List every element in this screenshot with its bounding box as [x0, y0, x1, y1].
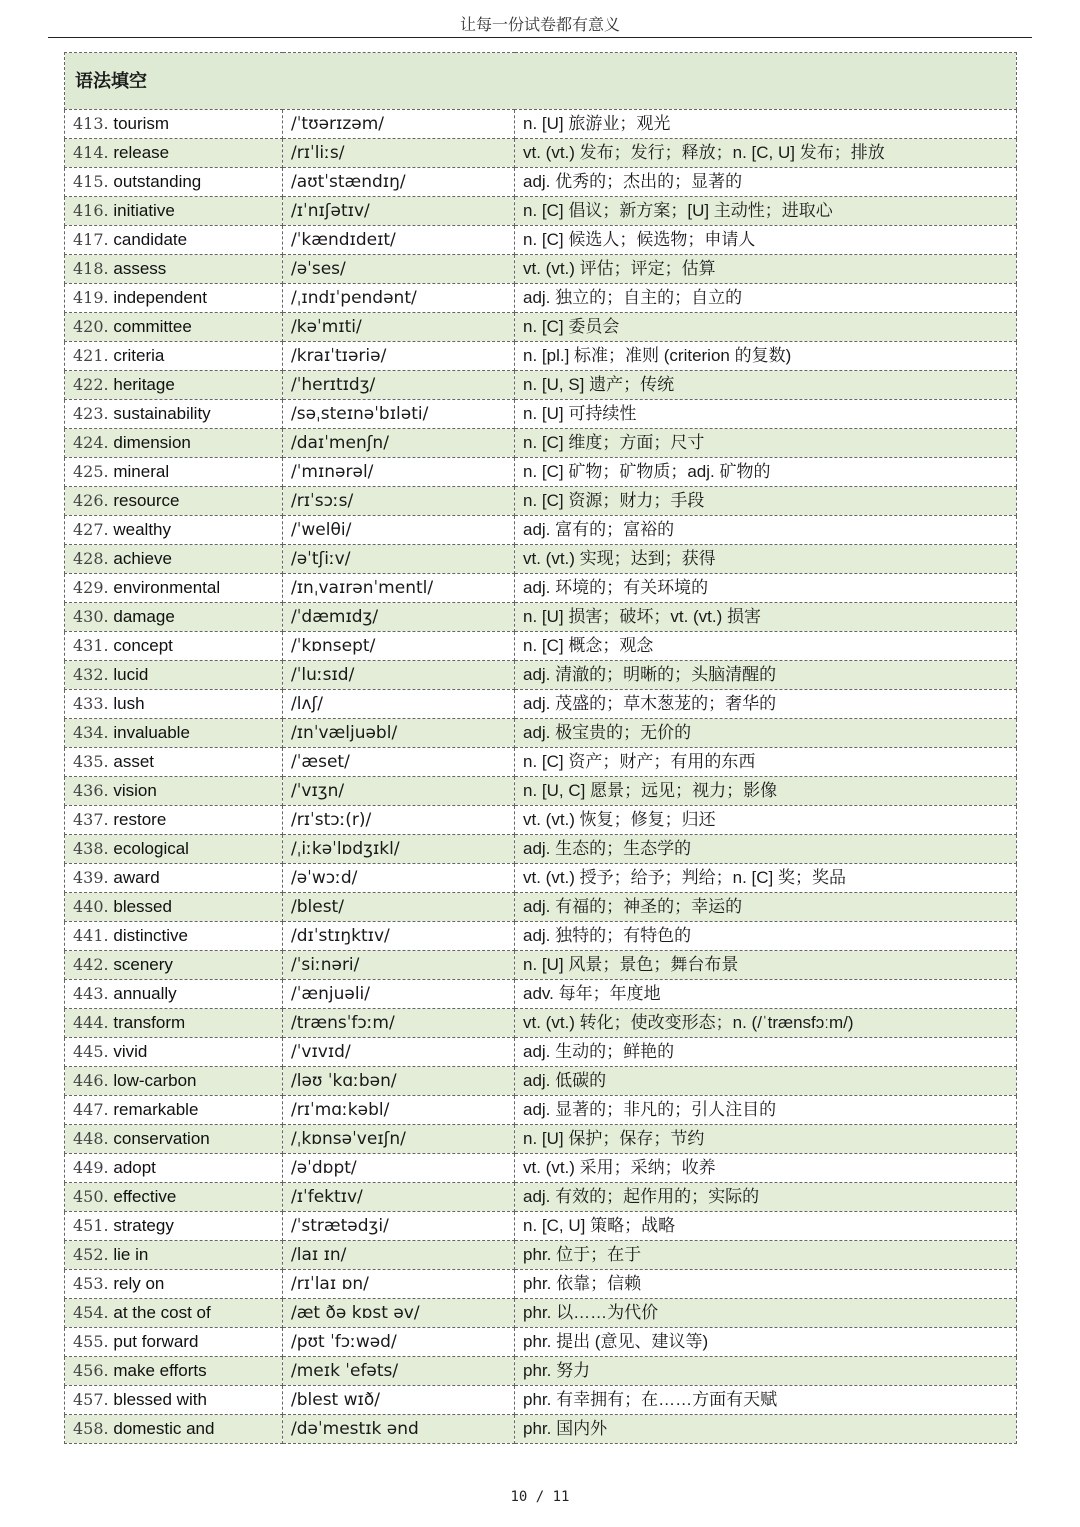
entry-number: 413. [73, 114, 109, 133]
entry-word: damage [113, 607, 175, 626]
word-cell [65, 487, 283, 516]
entry-number: 423. [73, 404, 109, 423]
table-row [65, 922, 1017, 951]
phonetic-cell: /rɪˈsɔːs/ [283, 487, 515, 516]
entry-number: 429. [73, 578, 109, 597]
phonetic-cell: /ˈæset/ [283, 748, 515, 777]
meaning-cell: n. [C] 倡议；新方案；[U] 主动性；进取心 [515, 197, 1017, 226]
phonetic-cell: /ˈmɪnərəl/ [283, 458, 515, 487]
phonetic-cell: /rɪˈlaɪ ɒn/ [283, 1270, 515, 1299]
table-row [65, 1299, 1017, 1328]
meaning-cell: n. [C, U] 策略；战略 [515, 1212, 1017, 1241]
meaning-cell: n. [U, C] 愿景；远见；视力；影像 [515, 777, 1017, 806]
table-row [65, 313, 1017, 342]
entry-number: 456. [73, 1361, 109, 1380]
table-row [65, 168, 1017, 197]
entry-word: outstanding [113, 172, 202, 191]
table-row [65, 1038, 1017, 1067]
entry-number: 426. [73, 491, 109, 510]
entry-number: 416. [73, 201, 109, 220]
table-row [65, 284, 1017, 313]
meaning-cell: adj. 显著的；非凡的；引人注目的 [515, 1096, 1017, 1125]
entry-word: make efforts [113, 1361, 207, 1380]
entry-number: 445. [73, 1042, 109, 1061]
entry-word: annually [113, 984, 177, 1003]
meaning-cell: adj. 富有的；富裕的 [515, 516, 1017, 545]
table-row [65, 1009, 1017, 1038]
entry-number: 449. [73, 1158, 109, 1177]
table-row [65, 603, 1017, 632]
entry-number: 419. [73, 288, 109, 307]
entry-word: release [113, 143, 170, 162]
table-row [65, 951, 1017, 980]
word-cell [65, 922, 283, 951]
entry-number: 438. [73, 839, 109, 858]
phonetic-cell: /ˈkɒnsept/ [283, 632, 515, 661]
meaning-cell: vt. (vt.) 实现；达到；获得 [515, 545, 1017, 574]
word-cell [65, 1183, 283, 1212]
meaning-cell: n. [U] 损害；破坏；vt. (vt.) 损害 [515, 603, 1017, 632]
entry-word: transform [113, 1013, 186, 1032]
table-row [65, 661, 1017, 690]
word-cell [65, 1270, 283, 1299]
meaning-cell: vt. (vt.) 授予；给予；判给；n. [C] 奖；奖品 [515, 864, 1017, 893]
phonetic-cell: /ˈwelθi/ [283, 516, 515, 545]
meaning-cell: adj. 有福的；神圣的；幸运的 [515, 893, 1017, 922]
entry-word: lush [113, 694, 145, 713]
entry-word: lucid [113, 665, 149, 684]
meaning-cell: vt. (vt.) 采用；采纳；收养 [515, 1154, 1017, 1183]
word-cell [65, 806, 283, 835]
table-row [65, 777, 1017, 806]
entry-number: 425. [73, 462, 109, 481]
word-cell [65, 1299, 283, 1328]
entry-number: 442. [73, 955, 109, 974]
meaning-cell: phr. 有幸拥有；在……方面有天赋 [515, 1386, 1017, 1415]
meaning-cell: phr. 以……为代价 [515, 1299, 1017, 1328]
table-row [65, 835, 1017, 864]
word-cell [65, 371, 283, 400]
entry-word: wealthy [113, 520, 171, 539]
meaning-cell: phr. 位于；在于 [515, 1241, 1017, 1270]
table-row [65, 1183, 1017, 1212]
meaning-cell: n. [C] 矿物；矿物质；adj. 矿物的 [515, 458, 1017, 487]
meaning-cell: adj. 有效的；起作用的；实际的 [515, 1183, 1017, 1212]
phonetic-cell: /ˈstrætədʒi/ [283, 1212, 515, 1241]
section-title: 语法填空 [65, 53, 1017, 110]
table-row [65, 255, 1017, 284]
table-row [65, 1386, 1017, 1415]
table-row [65, 458, 1017, 487]
phonetic-cell: /ˈluːsɪd/ [283, 661, 515, 690]
entry-word: heritage [113, 375, 175, 394]
entry-word: dimension [113, 433, 191, 452]
entry-word: effective [113, 1187, 177, 1206]
entry-word: mineral [113, 462, 170, 481]
meaning-cell: adj. 优秀的；杰出的；显著的 [515, 168, 1017, 197]
word-cell [65, 1038, 283, 1067]
phonetic-cell: /rɪˈliːs/ [283, 139, 515, 168]
word-cell [65, 1009, 283, 1038]
table-row [65, 1241, 1017, 1270]
entry-word: independent [113, 288, 207, 307]
table-row [65, 400, 1017, 429]
word-cell [65, 545, 283, 574]
table-row [65, 980, 1017, 1009]
word-cell [65, 661, 283, 690]
meaning-cell: phr. 依靠；信赖 [515, 1270, 1017, 1299]
entry-number: 443. [73, 984, 109, 1003]
table-row [65, 1415, 1017, 1444]
entry-word: criteria [113, 346, 165, 365]
meaning-cell: n. [C] 委员会 [515, 313, 1017, 342]
phonetic-cell: /ˈvɪʒn/ [283, 777, 515, 806]
table-row [65, 719, 1017, 748]
word-cell [65, 777, 283, 806]
entry-word: restore [113, 810, 167, 829]
entry-number: 452. [73, 1245, 109, 1264]
entry-word: rely on [113, 1274, 165, 1293]
meaning-cell: phr. 提出 (意见、建议等) [515, 1328, 1017, 1357]
entry-number: 447. [73, 1100, 109, 1119]
word-cell [65, 1212, 283, 1241]
table-row [65, 690, 1017, 719]
entry-word: resource [113, 491, 180, 510]
word-cell [65, 313, 283, 342]
word-cell [65, 1357, 283, 1386]
meaning-cell: phr. 努力 [515, 1357, 1017, 1386]
phonetic-cell: /ˈsiːnəri/ [283, 951, 515, 980]
phonetic-cell: /pʊt ˈfɔːwəd/ [283, 1328, 515, 1357]
table-row [65, 429, 1017, 458]
phonetic-cell: /səˌsteɪnəˈbɪləti/ [283, 400, 515, 429]
phonetic-cell: /kraɪˈtɪəriə/ [283, 342, 515, 371]
entry-number: 428. [73, 549, 109, 568]
entry-word: assess [113, 259, 167, 278]
entry-word: remarkable [113, 1100, 199, 1119]
phonetic-cell: /ɪnˈvæljuəbl/ [283, 719, 515, 748]
entry-number: 451. [73, 1216, 109, 1235]
entry-number: 430. [73, 607, 109, 626]
entry-number: 432. [73, 665, 109, 684]
vocabulary-table [64, 52, 1017, 1444]
table-row [65, 1125, 1017, 1154]
phonetic-cell: /trænsˈfɔːm/ [283, 1009, 515, 1038]
table-row [65, 632, 1017, 661]
header-divider [48, 37, 1032, 38]
meaning-cell: adj. 极宝贵的；无价的 [515, 719, 1017, 748]
table-row [65, 139, 1017, 168]
phonetic-cell: /ˌiːkəˈlɒdʒɪkl/ [283, 835, 515, 864]
entry-word: put forward [113, 1332, 199, 1351]
meaning-cell: n. [C] 维度；方面；尺寸 [515, 429, 1017, 458]
phonetic-cell: /ɪnˌvaɪrənˈmentl/ [283, 574, 515, 603]
entry-word: scenery [113, 955, 173, 974]
meaning-cell: adj. 茂盛的；草木葱茏的；奢华的 [515, 690, 1017, 719]
table-row [65, 545, 1017, 574]
table-row [65, 893, 1017, 922]
table-row [65, 487, 1017, 516]
meaning-cell: n. [C] 候选人；候选物；申请人 [515, 226, 1017, 255]
entry-number: 415. [73, 172, 109, 191]
entry-word: low-carbon [113, 1071, 197, 1090]
meaning-cell: n. [C] 资产；财产；有用的东西 [515, 748, 1017, 777]
phonetic-cell: /laɪ ɪn/ [283, 1241, 515, 1270]
table-row [65, 574, 1017, 603]
phonetic-cell: /daɪˈmenʃn/ [283, 429, 515, 458]
table-row [65, 806, 1017, 835]
entry-word: conservation [113, 1129, 210, 1148]
word-cell [65, 458, 283, 487]
word-cell [65, 603, 283, 632]
phonetic-cell: /ɪˈnɪʃətɪv/ [283, 197, 515, 226]
table-row [65, 1357, 1017, 1386]
word-cell [65, 1125, 283, 1154]
phonetic-cell: /æt ðə kɒst əv/ [283, 1299, 515, 1328]
phonetic-cell: /əˈses/ [283, 255, 515, 284]
word-cell [65, 226, 283, 255]
section-title-row [65, 53, 1017, 110]
word-cell [65, 690, 283, 719]
table-row [65, 197, 1017, 226]
entry-word: concept [113, 636, 173, 655]
entry-number: 435. [73, 752, 109, 771]
phonetic-cell: /ˈkændɪdeɪt/ [283, 226, 515, 255]
word-cell [65, 1386, 283, 1415]
entry-word: strategy [113, 1216, 174, 1235]
word-cell [65, 110, 283, 139]
word-cell [65, 951, 283, 980]
entry-word: vision [113, 781, 157, 800]
entry-number: 454. [73, 1303, 109, 1322]
phonetic-cell: /ˈvɪvɪd/ [283, 1038, 515, 1067]
entry-number: 424. [73, 433, 109, 452]
word-cell [65, 197, 283, 226]
entry-number: 457. [73, 1390, 109, 1409]
word-cell [65, 980, 283, 1009]
phonetic-cell: /ɪˈfektɪv/ [283, 1183, 515, 1212]
entry-number: 455. [73, 1332, 109, 1351]
word-cell [65, 400, 283, 429]
entry-number: 440. [73, 897, 109, 916]
table-row [65, 864, 1017, 893]
entry-number: 437. [73, 810, 109, 829]
entry-word: asset [113, 752, 154, 771]
entry-number: 450. [73, 1187, 109, 1206]
phonetic-cell: /dəˈmestɪk ənd [283, 1415, 515, 1444]
meaning-cell: adj. 环境的；有关环境的 [515, 574, 1017, 603]
phonetic-cell: /blest wɪð/ [283, 1386, 515, 1415]
entry-number: 420. [73, 317, 109, 336]
meaning-cell: adj. 清澈的；明晰的；头脑清醒的 [515, 661, 1017, 690]
word-cell [65, 139, 283, 168]
word-cell [65, 1154, 283, 1183]
entry-number: 427. [73, 520, 109, 539]
word-cell [65, 255, 283, 284]
entry-number: 433. [73, 694, 109, 713]
word-cell [65, 748, 283, 777]
entry-word: sustainability [113, 404, 211, 423]
word-cell [65, 342, 283, 371]
meaning-cell: vt. (vt.) 发布；发行；释放；n. [C, U] 发布；排放 [515, 139, 1017, 168]
vocabulary-table-body [65, 53, 1017, 1444]
phonetic-cell: /meɪk ˈefəts/ [283, 1357, 515, 1386]
word-cell [65, 835, 283, 864]
word-cell [65, 1067, 283, 1096]
meaning-cell: vt. (vt.) 恢复；修复；归还 [515, 806, 1017, 835]
entry-word: candidate [113, 230, 188, 249]
entry-word: environmental [113, 578, 221, 597]
meaning-cell: n. [U] 旅游业；观光 [515, 110, 1017, 139]
page-header-title: 让每一份试卷都有意义 [459, 15, 620, 34]
word-cell [65, 574, 283, 603]
phonetic-cell: /ˈænjuəli/ [283, 980, 515, 1009]
table-row [65, 516, 1017, 545]
phonetic-cell: /ˌkɒnsəˈveɪʃn/ [283, 1125, 515, 1154]
phonetic-cell: /ləʊ ˈkɑːbən/ [283, 1067, 515, 1096]
table-row [65, 1328, 1017, 1357]
word-cell [65, 864, 283, 893]
phonetic-cell: /ˈtʊərɪzəm/ [283, 110, 515, 139]
meaning-cell: n. [pl.] 标准；准则 (criterion 的复数) [515, 342, 1017, 371]
word-cell [65, 516, 283, 545]
phonetic-cell: /əˈdɒpt/ [283, 1154, 515, 1183]
entry-word: domestic and [113, 1419, 215, 1438]
entry-number: 441. [73, 926, 109, 945]
entry-number: 448. [73, 1129, 109, 1148]
word-cell [65, 1241, 283, 1270]
entry-number: 453. [73, 1274, 109, 1293]
meaning-cell: phr. 国内外 [515, 1415, 1017, 1444]
table-row [65, 1154, 1017, 1183]
page-number: 10 / 11 [510, 1489, 570, 1505]
entry-number: 446. [73, 1071, 109, 1090]
meaning-cell: n. [U, S] 遗产；传统 [515, 371, 1017, 400]
phonetic-cell: /ˈherɪtɪdʒ/ [283, 371, 515, 400]
entry-word: vivid [113, 1042, 148, 1061]
phonetic-cell: /rɪˈmɑːkəbl/ [283, 1096, 515, 1125]
table-row [65, 1212, 1017, 1241]
entry-number: 431. [73, 636, 109, 655]
word-cell [65, 893, 283, 922]
meaning-cell: adv. 每年；年度地 [515, 980, 1017, 1009]
table-row [65, 748, 1017, 777]
entry-word: at the cost of [113, 1303, 211, 1322]
entry-number: 434. [73, 723, 109, 742]
meaning-cell: adj. 独立的；自主的；自立的 [515, 284, 1017, 313]
word-cell [65, 632, 283, 661]
meaning-cell: n. [U] 风景；景色；舞台布景 [515, 951, 1017, 980]
entry-number: 458. [73, 1419, 109, 1438]
phonetic-cell: /əˈwɔːd/ [283, 864, 515, 893]
meaning-cell: vt. (vt.) 评估；评定；估算 [515, 255, 1017, 284]
meaning-cell: vt. (vt.) 转化；使改变形态；n. (/ˈtrænsfɔːm/) [515, 1009, 1017, 1038]
phonetic-cell: /ˈdæmɪdʒ/ [283, 603, 515, 632]
meaning-cell: n. [U] 保护；保存；节约 [515, 1125, 1017, 1154]
entry-word: invaluable [113, 723, 190, 742]
entry-word: blessed [113, 897, 172, 916]
meaning-cell: adj. 独特的；有特色的 [515, 922, 1017, 951]
entry-word: ecological [113, 839, 189, 858]
phonetic-cell: /aʊtˈstændɪŋ/ [283, 168, 515, 197]
word-cell [65, 1328, 283, 1357]
table-row [65, 342, 1017, 371]
table-row [65, 1270, 1017, 1299]
phonetic-cell: /dɪˈstɪŋktɪv/ [283, 922, 515, 951]
table-row [65, 1067, 1017, 1096]
meaning-cell: n. [C] 概念；观念 [515, 632, 1017, 661]
entry-number: 418. [73, 259, 109, 278]
entry-word: blessed with [113, 1390, 207, 1409]
phonetic-cell: /rɪˈstɔː(r)/ [283, 806, 515, 835]
phonetic-cell: /lʌʃ/ [283, 690, 515, 719]
entry-word: lie in [113, 1245, 149, 1264]
entry-word: tourism [113, 114, 170, 133]
word-cell [65, 168, 283, 197]
phonetic-cell: /blest/ [283, 893, 515, 922]
entry-word: award [113, 868, 160, 887]
word-cell [65, 1096, 283, 1125]
entry-word: initiative [113, 201, 175, 220]
entry-word: achieve [113, 549, 172, 568]
entry-number: 414. [73, 143, 109, 162]
phonetic-cell: /kəˈmɪti/ [283, 313, 515, 342]
meaning-cell: adj. 生动的；鲜艳的 [515, 1038, 1017, 1067]
phonetic-cell: /ˌɪndɪˈpendənt/ [283, 284, 515, 313]
word-cell [65, 284, 283, 313]
entry-number: 417. [73, 230, 109, 249]
entry-number: 421. [73, 346, 109, 365]
entry-word: distinctive [113, 926, 188, 945]
word-cell [65, 719, 283, 748]
phonetic-cell: /əˈtʃiːv/ [283, 545, 515, 574]
table-row [65, 371, 1017, 400]
entry-number: 444. [73, 1013, 109, 1032]
meaning-cell: n. [U] 可持续性 [515, 400, 1017, 429]
entry-word: adopt [113, 1158, 156, 1177]
entry-word: committee [113, 317, 192, 336]
meaning-cell: adj. 低碳的 [515, 1067, 1017, 1096]
table-row [65, 110, 1017, 139]
word-cell [65, 429, 283, 458]
table-row [65, 1096, 1017, 1125]
entry-number: 436. [73, 781, 109, 800]
entry-number: 422. [73, 375, 109, 394]
table-row [65, 226, 1017, 255]
word-cell [65, 1415, 283, 1444]
entry-number: 439. [73, 868, 109, 887]
meaning-cell: n. [C] 资源；财力；手段 [515, 487, 1017, 516]
meaning-cell: adj. 生态的；生态学的 [515, 835, 1017, 864]
